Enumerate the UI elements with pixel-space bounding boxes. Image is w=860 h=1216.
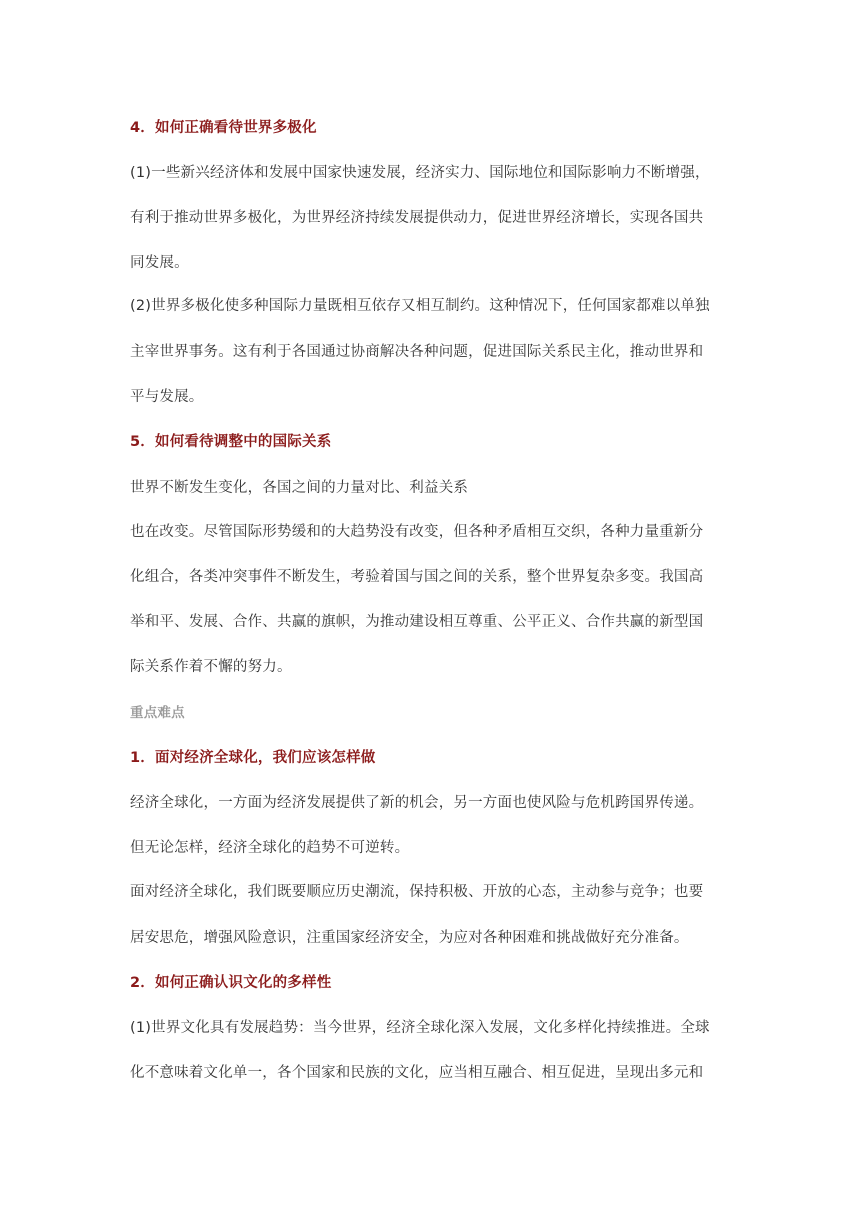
paragraph-line: 同发展。: [130, 255, 189, 271]
paragraph-line: 世界不断发生变化，各国之间的力量对比、利益关系: [130, 480, 469, 496]
paragraph-line: 面对经济全球化，我们既要顺应历史潮流，保持积极、开放的心态，主动参与竞争；也要: [130, 884, 704, 900]
paragraph-line: (1)一些新兴经济体和发展中国家快速发展，经济实力、国际地位和国际影响力不断增强，: [130, 165, 710, 181]
paragraph-line: (1)世界文化具有发展趋势：当今世界，经济全球化深入发展，文化多样化持续推进。全球: [130, 1020, 710, 1036]
section-heading-international-relations: 5．如何看待调整中的国际关系: [130, 434, 332, 450]
paragraph-line: 举和平、发展、合作、共赢的旗帜，为推动建设相互尊重、公平正义、合作共赢的新型国: [130, 614, 704, 630]
paragraph-line: 化组合，各类冲突事件不断发生，考验着国与国之间的关系，整个世界复杂多变。我国高: [130, 569, 704, 585]
paragraph-line: 经济全球化，一方面为经济发展提供了新的机会，另一方面也使风险与危机跨国界传递。: [130, 795, 704, 811]
paragraph-line: 平与发展。: [130, 389, 204, 405]
paragraph-line: 际关系作着不懈的努力。: [130, 659, 292, 675]
paragraph-line: 有利于推动世界多极化，为世界经济持续发展提供动力，促进世界经济增长，实现各国共: [130, 210, 704, 226]
key-points-label: 重点难点: [130, 705, 185, 721]
section-heading-multipolarity: 4．如何正确看待世界多极化: [130, 120, 317, 136]
paragraph-line: 居安思危，增强风险意识，注重国家经济安全，为应对各种困难和挑战做好充分准备。: [130, 930, 689, 946]
paragraph-line: 但无论怎样，经济全球化的趋势不可逆转。: [130, 840, 410, 856]
section-heading-cultural-diversity: 2．如何正确认识文化的多样性: [130, 975, 332, 991]
paragraph-line: (2)世界多极化使多种国际力量既相互依存又相互制约。这种情况下，任何国家都难以单独: [130, 298, 710, 314]
paragraph-line: 主宰世界事务。这有利于各国通过协商解决各种问题，促进国际关系民主化，推动世界和: [130, 344, 704, 360]
paragraph-line: 化不意味着文化单一，各个国家和民族的文化，应当相互融合、相互促进，呈现出多元和: [130, 1065, 704, 1081]
paragraph-line: 也在改变。尽管国际形势缓和的大趋势没有改变，但各种矛盾相互交织，各种力量重新分: [130, 524, 704, 540]
section-heading-globalization: 1．面对经济全球化，我们应该怎样做: [130, 750, 376, 766]
